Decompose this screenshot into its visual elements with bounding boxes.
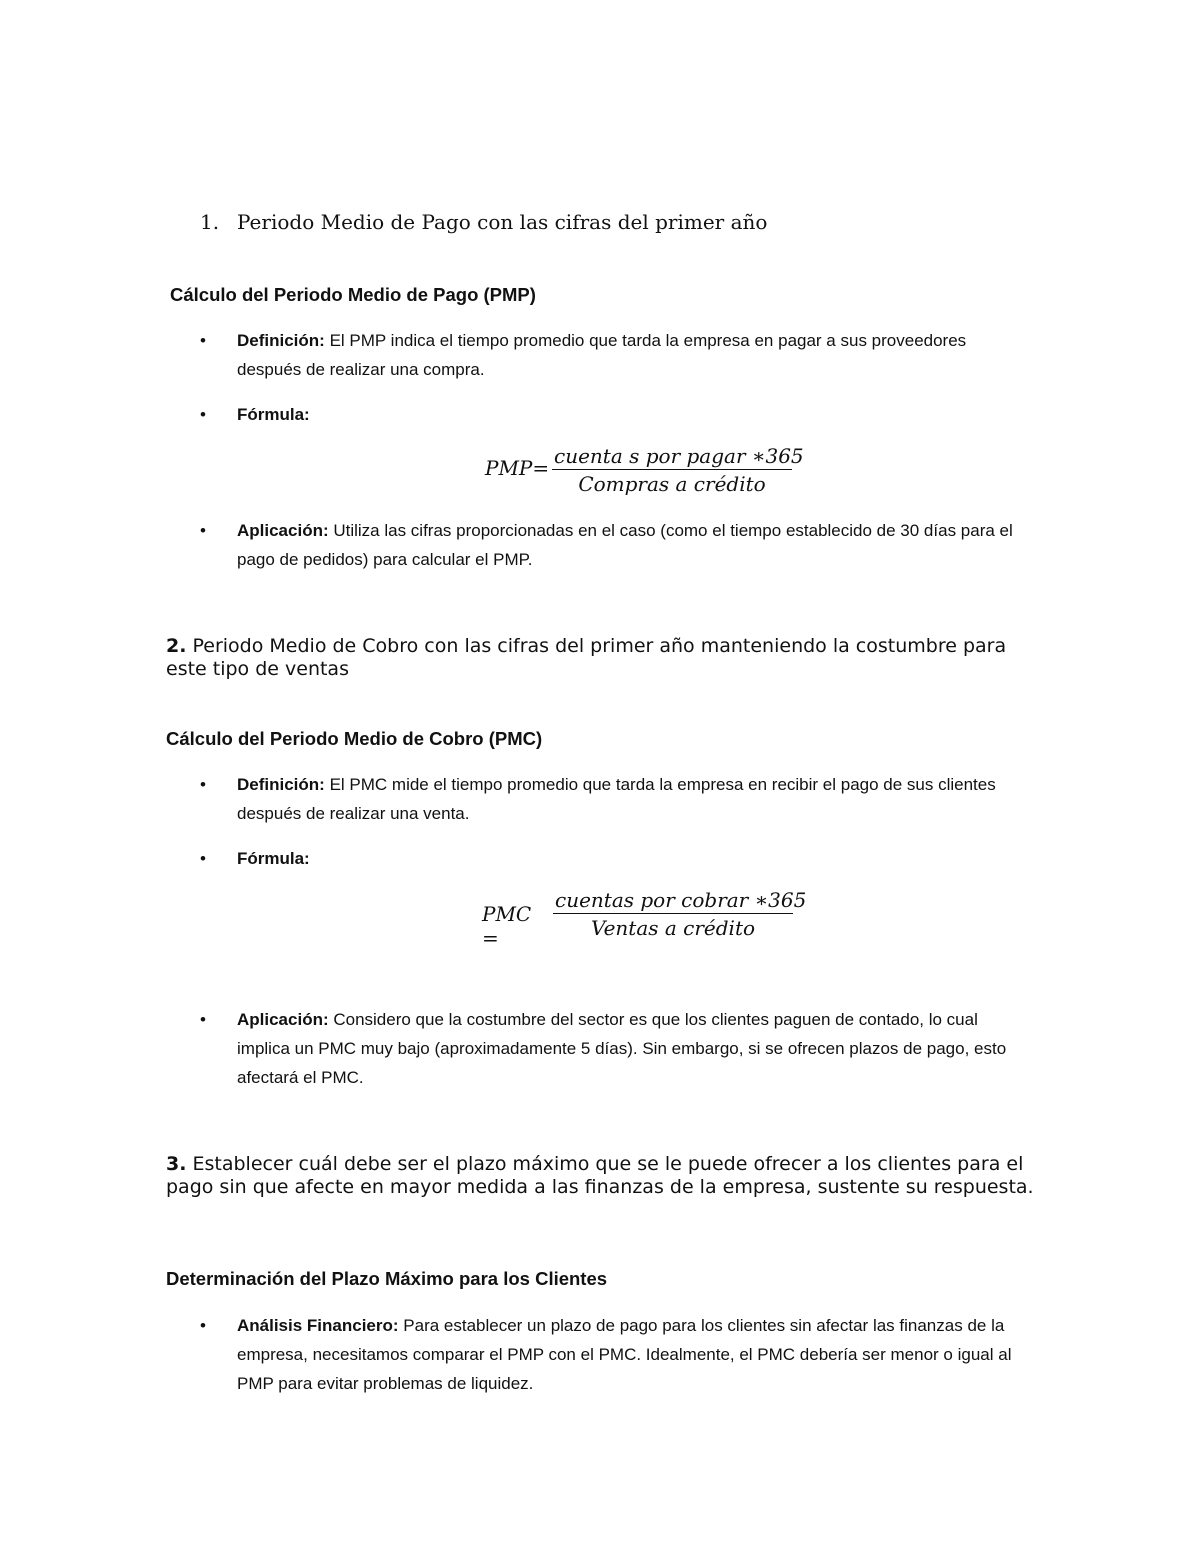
question-1-number: 1. <box>200 210 220 234</box>
question-3-text: Establecer cuál debe ser el plazo máximo que se le puede ofrecer a los clientes para el pago sin que afecte en mayor medida a las finanzas de la empresa, sustente su respuesta. <box>166 1153 1034 1198</box>
s3-analysis-text: Para establecer un plazo de pago para los clientes sin afectar las finanzas de la empresa, necesitamos comparar el PMP con el PMC. Idealmente, el PMC debería ser menor o igual al PMP para evitar problemas de liquidez. <box>237 1316 1012 1393</box>
pmp-formula-numerator: cuenta s por pagar ∗365 <box>554 444 804 468</box>
bullet-icon: • <box>200 1316 206 1335</box>
section-2-heading: Cálculo del Periodo Medio de Cobro (PMC) <box>166 728 543 749</box>
pmc-formula-numerator: cuentas por cobrar ∗365 <box>555 888 807 912</box>
question-3 <box>166 1153 1036 1199</box>
s1-application-item <box>200 516 1030 574</box>
section-3-heading: Determinación del Plazo Máximo para los Clientes <box>166 1268 608 1289</box>
section-1-heading: Cálculo del Periodo Medio de Pago (PMP) <box>170 284 536 305</box>
s1-application-label: Aplicación: <box>237 521 329 540</box>
s2-application-label: Aplicación: <box>237 1010 329 1029</box>
bullet-icon: • <box>200 849 206 868</box>
s3-analysis-label: Análisis Financiero: <box>237 1316 399 1335</box>
question-2-number: 2. <box>166 635 187 657</box>
pmp-formula-fraction <box>552 444 804 496</box>
question-1-text: Periodo Medio de Pago con las cifras del primer año <box>237 210 768 234</box>
question-2-text: Periodo Medio de Cobro con las cifras del primer año manteniendo la costumbre para este tipo de ventas <box>166 635 1007 680</box>
s2-formula-item <box>200 844 1030 873</box>
pmc-formula-denominator: Ventas a crédito <box>590 916 756 940</box>
s1-definition-item <box>200 326 1030 384</box>
s1-formula-item <box>200 400 1030 429</box>
pmp-formula-lhs: PMP= <box>485 456 550 480</box>
s2-definition-item <box>200 770 1030 828</box>
s1-definition-label: Definición: <box>237 331 325 350</box>
s2-formula-label: Fórmula: <box>237 849 310 868</box>
s1-formula-label: Fórmula: <box>237 405 310 424</box>
pmc-formula-fraction <box>553 888 807 940</box>
bullet-icon: • <box>200 405 206 424</box>
s2-definition-label: Definición: <box>237 775 325 794</box>
s3-analysis-item <box>200 1311 1030 1398</box>
s2-application-text: Considero que la costumbre del sector es que los clientes paguen de contado, lo cual implica un PMC muy bajo (aproximadamente 5 días). Sin embargo, si se ofrecen plazos de pago, esto afectará el PMC. <box>237 1010 1007 1087</box>
bullet-icon: • <box>200 775 206 794</box>
bullet-icon: • <box>200 1010 206 1029</box>
bullet-icon: • <box>200 331 206 350</box>
s2-application-item <box>200 1005 1030 1092</box>
question-2 <box>166 635 1036 681</box>
pmp-formula-denominator: Compras a crédito <box>578 472 766 496</box>
pmc-formula-lhs: PMC = <box>482 902 532 950</box>
question-1 <box>200 210 767 234</box>
s1-application-text: Utiliza las cifras proporcionadas en el caso (como el tiempo establecido de 30 días para el pago de pedidos) para calcular el PMP. <box>237 521 1013 569</box>
s2-definition-text: El PMC mide el tiempo promedio que tarda la empresa en recibir el pago de sus clientes después de realizar una venta. <box>237 775 996 823</box>
s1-definition-text: El PMP indica el tiempo promedio que tarda la empresa en pagar a sus proveedores después de realizar una compra. <box>237 331 967 379</box>
bullet-icon: • <box>200 521 206 540</box>
question-3-number: 3. <box>166 1153 187 1175</box>
